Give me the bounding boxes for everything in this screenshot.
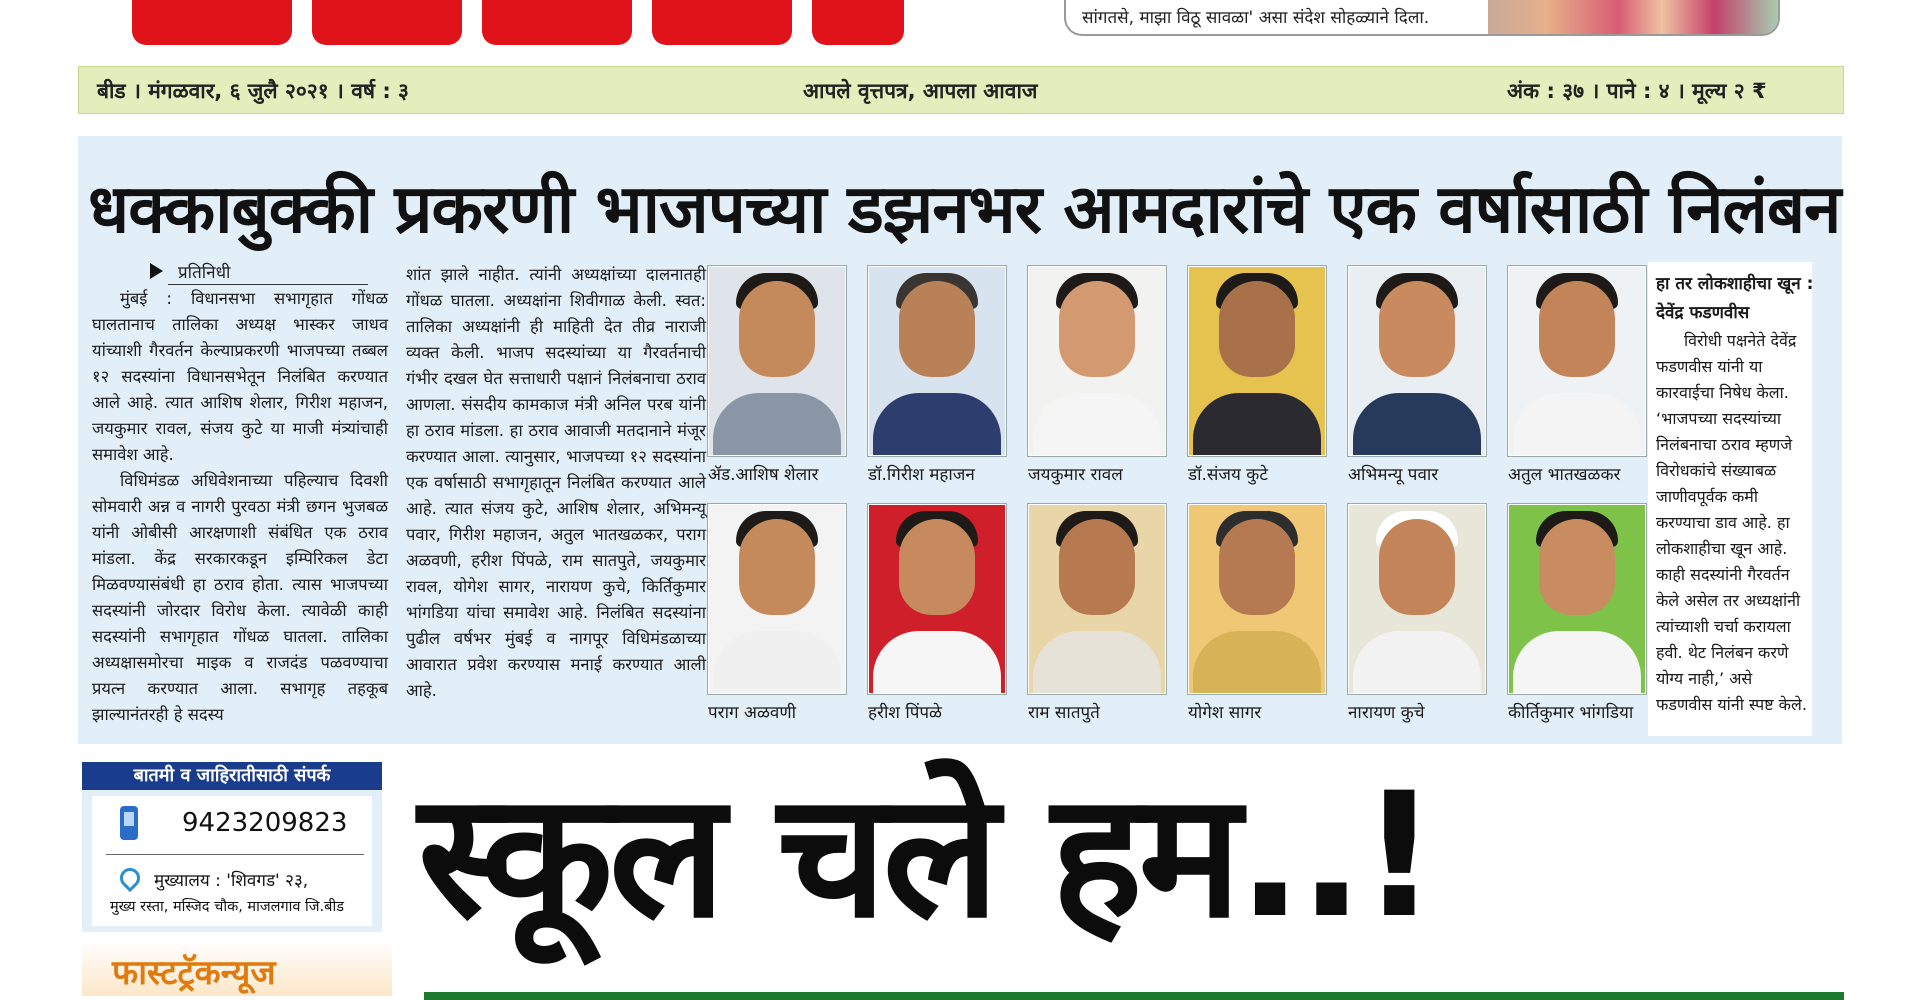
photo-clothes xyxy=(1513,631,1641,694)
photo-clothes xyxy=(1033,393,1161,456)
contact-block xyxy=(82,762,382,932)
photo-face xyxy=(1219,281,1295,377)
member-photo[interactable] xyxy=(1188,504,1326,694)
second-headline[interactable]: स्कूल चले हम..! xyxy=(418,755,1435,956)
teaser-text: सांगतसे, माझा विठू सावळा' असा संदेश सोहळ्याने दिला. xyxy=(1082,8,1430,28)
masthead xyxy=(0,0,1920,62)
teaser-box[interactable] xyxy=(1064,0,1780,36)
photo-face xyxy=(1059,519,1135,615)
member-caption: अतुल भातखळकर xyxy=(1508,465,1621,485)
member-photo[interactable] xyxy=(708,504,846,694)
photo-face xyxy=(1059,281,1135,377)
main-story xyxy=(78,136,1842,744)
story-column-2 xyxy=(406,262,706,704)
sidebar-box xyxy=(1648,262,1812,736)
member-photo[interactable] xyxy=(1348,266,1486,456)
photo-face xyxy=(1379,281,1455,377)
member-caption: नारायण कुचे xyxy=(1348,703,1425,723)
byline-arrow-icon xyxy=(150,263,163,279)
photo-face xyxy=(1539,281,1615,377)
story-paragraph: शांत झाले नाहीत. त्यांनी अध्यक्षांच्या दालनातही गोंधळ घातला. अध्यक्षांना शिवीगाळ केली. स्वत: तालिका अध्यक्षांनी ही माहिती देत तीव्र नाराजी व्यक्त केली. भाजप सदस्यांच्या या गैरवर्तनाची गंभीर दखल घेत सत्ताधारी पक्षानं निलंबनाचा ठराव आणला. संसदीय कामकाज मंत्री अनिल परब यांनी हा ठराव मांडला. हा ठराव आवाजी मतदानाने मंजूर करण्यात आला. त्यानुसार, भाजपच्या १२ सदस्यांना एक वर्षासाठी सभागृहातून निलंबित करण्यात आले आहे. त्यात संजय कुटे, आशिष शेलार, अभिमन्यू पवार, गिरीश महाजन, अतुल भातखळकर, पराग अळवणी, हरीश पिंपळे, राम सातपुते, जयकुमार रावल, योगेश सागर, नारायण कुचे, किर्तिकुमार भांगडिया यांचा समावेश आहे. निलंबित सदस्यांना पुढील वर्षभर मुंबई व नागपूर विधिमंडळाच्या आवारात प्रवेश करण्यास मनाई करण्यात आली आहे. xyxy=(406,265,706,700)
contact-header: बातमी व जाहिरातीसाठी संपर्क xyxy=(82,762,382,790)
story-column-1 xyxy=(92,286,388,728)
photo-clothes xyxy=(1353,631,1481,694)
photo-face xyxy=(899,281,975,377)
divider xyxy=(106,854,364,855)
photo-face xyxy=(899,519,975,615)
brand-name: फास्टट्रॅकन्यूज xyxy=(112,953,276,993)
photo-clothes xyxy=(1193,393,1321,456)
member-photo[interactable] xyxy=(1508,504,1646,694)
photo-face xyxy=(739,519,815,615)
member-caption: डॉ.संजय कुटे xyxy=(1188,465,1268,485)
issue-date: बीड । मंगळवार, ६ जुलै २०२१ । वर्ष : ३ xyxy=(97,79,409,103)
masthead-logo-fragment xyxy=(652,0,792,45)
member-photo[interactable] xyxy=(708,266,846,456)
photo-face xyxy=(1219,519,1295,615)
member-caption: ॲड.आशिष शेलार xyxy=(708,465,819,485)
tagline: आपले वृत्तपत्र, आपला आवाज xyxy=(803,79,1038,103)
phone-number[interactable]: 9423209823 xyxy=(182,808,348,838)
masthead-logo-fragment xyxy=(132,0,292,45)
member-photo[interactable] xyxy=(868,266,1006,456)
photo-face xyxy=(1539,519,1615,615)
date-strip xyxy=(78,66,1844,114)
member-photo[interactable] xyxy=(1348,504,1486,694)
story-paragraph: मुंबई : विधानसभा सभागृहात गोंधळ घालतानाच तालिका अध्यक्ष भास्कर जाधव यांच्याशी गैरवर्तन केल्याप्रकरणी भाजपच्या तब्बल १२ सदस्यांना विधानसभेतून निलंबित करण्यात आले आहे. त्यात आशिष शेलार, गिरीश महाजन, जयकुमार रावल, संजय कुटे या माजी मंत्र्यांचाही समावेश आहे. xyxy=(92,289,388,464)
masthead-logo-fragment xyxy=(812,0,904,45)
address-line-2: मुख्य रस्ता, मस्जिद चौक, माजलगाव जि.बीड xyxy=(110,899,344,915)
member-photo[interactable] xyxy=(1028,504,1166,694)
green-rule xyxy=(424,992,1844,1000)
member-photo[interactable] xyxy=(1508,266,1646,456)
story-paragraph: विधिमंडळ अधिवेशनाच्या पहिल्याच दिवशी सोमवारी अन्न व नागरी पुरवठा मंत्री छगन भुजबळ यांनी ओबीसी आरक्षणाशी संबंधित एक ठराव मांडला. केंद्र सरकारकडून इम्पिरिकल डेटा मिळवण्यासंबंधी हा ठराव होता. त्यास भाजपच्या सदस्यांनी जोरदार विरोध केला. त्यावेळी काही सदस्यांनी सभागृहात गोंधळ घातला. तालिका अध्यक्षासमोरचा माइक व राजदंड पळवण्याचा प्रयत्न करण्यात आला. सभागृह तहकूब झाल्यानंतरही हे सदस्य xyxy=(92,471,388,724)
photo-clothes xyxy=(1033,631,1161,694)
photo-clothes xyxy=(1513,393,1641,456)
member-caption: डॉ.गिरीश महाजन xyxy=(868,465,975,485)
photo-face xyxy=(1379,519,1455,615)
member-caption: हरीश पिंपळे xyxy=(868,703,942,723)
member-caption: अभिमन्यू पवार xyxy=(1348,465,1439,485)
masthead-logo-fragment xyxy=(482,0,632,45)
story-headline[interactable]: धक्काबुक्की प्रकरणी भाजपच्या डझनभर आमदारांचे एक वर्षासाठी निलंबन xyxy=(88,170,1841,248)
location-pin-icon xyxy=(116,864,144,892)
member-caption: जयकुमार रावल xyxy=(1028,465,1123,485)
photo-clothes xyxy=(713,631,841,694)
photo-clothes xyxy=(873,631,1001,694)
photo-clothes xyxy=(713,393,841,456)
sidebar-title[interactable]: हा तर लोकशाहीचा खून : देवेंद्र फडणवीस xyxy=(1656,274,1814,323)
member-caption: योगेश सागर xyxy=(1188,703,1262,723)
member-caption: राम सातपुते xyxy=(1028,703,1100,723)
byline-rule xyxy=(168,284,368,285)
photo-clothes xyxy=(1193,631,1321,694)
member-photo[interactable] xyxy=(1188,266,1326,456)
member-photo[interactable] xyxy=(1028,266,1166,456)
brand-banner[interactable] xyxy=(82,940,392,996)
contact-details xyxy=(92,796,372,926)
teaser-photo xyxy=(1488,0,1778,34)
sidebar-paragraph: विरोधी पक्षनेते देवेंद्र फडणवीस यांनी या कारवाईचा निषेध केला. ‘भाजपच्या सदस्यांच्या निलंबनाचा ठराव म्हणजे विरोधकांचे संख्याबळ जाणीवपूर्वक कमी करण्याचा डाव आहे. हा लोकशाहीचा खून आहे. काही सदस्यांनी गैरवर्तन केले असेल तर अध्यक्षांनी त्यांच्याशी चर्चा करायला हवी. थेट निलंबन करणे योग्य नाही,’ असे फडणवीस यांनी स्पष्ट केले. xyxy=(1656,331,1807,714)
issue-info: अंक : ३७ । पाने : ४ । मूल्य २ ₹ xyxy=(1507,79,1767,103)
photo-clothes xyxy=(1353,393,1481,456)
member-photo[interactable] xyxy=(868,504,1006,694)
sidebar-body xyxy=(1656,328,1810,718)
photo-clothes xyxy=(873,393,1001,456)
member-caption: पराग अळवणी xyxy=(708,703,797,723)
photo-face xyxy=(739,281,815,377)
address-line-1: मुख्यालय : 'शिवगड' २३, xyxy=(154,871,309,891)
masthead-logo-fragment xyxy=(312,0,462,45)
member-caption: कीर्तिकुमार भांगडिया xyxy=(1508,703,1634,723)
byline: प्रतिनिधी xyxy=(178,263,231,283)
mobile-phone-icon xyxy=(120,806,138,840)
